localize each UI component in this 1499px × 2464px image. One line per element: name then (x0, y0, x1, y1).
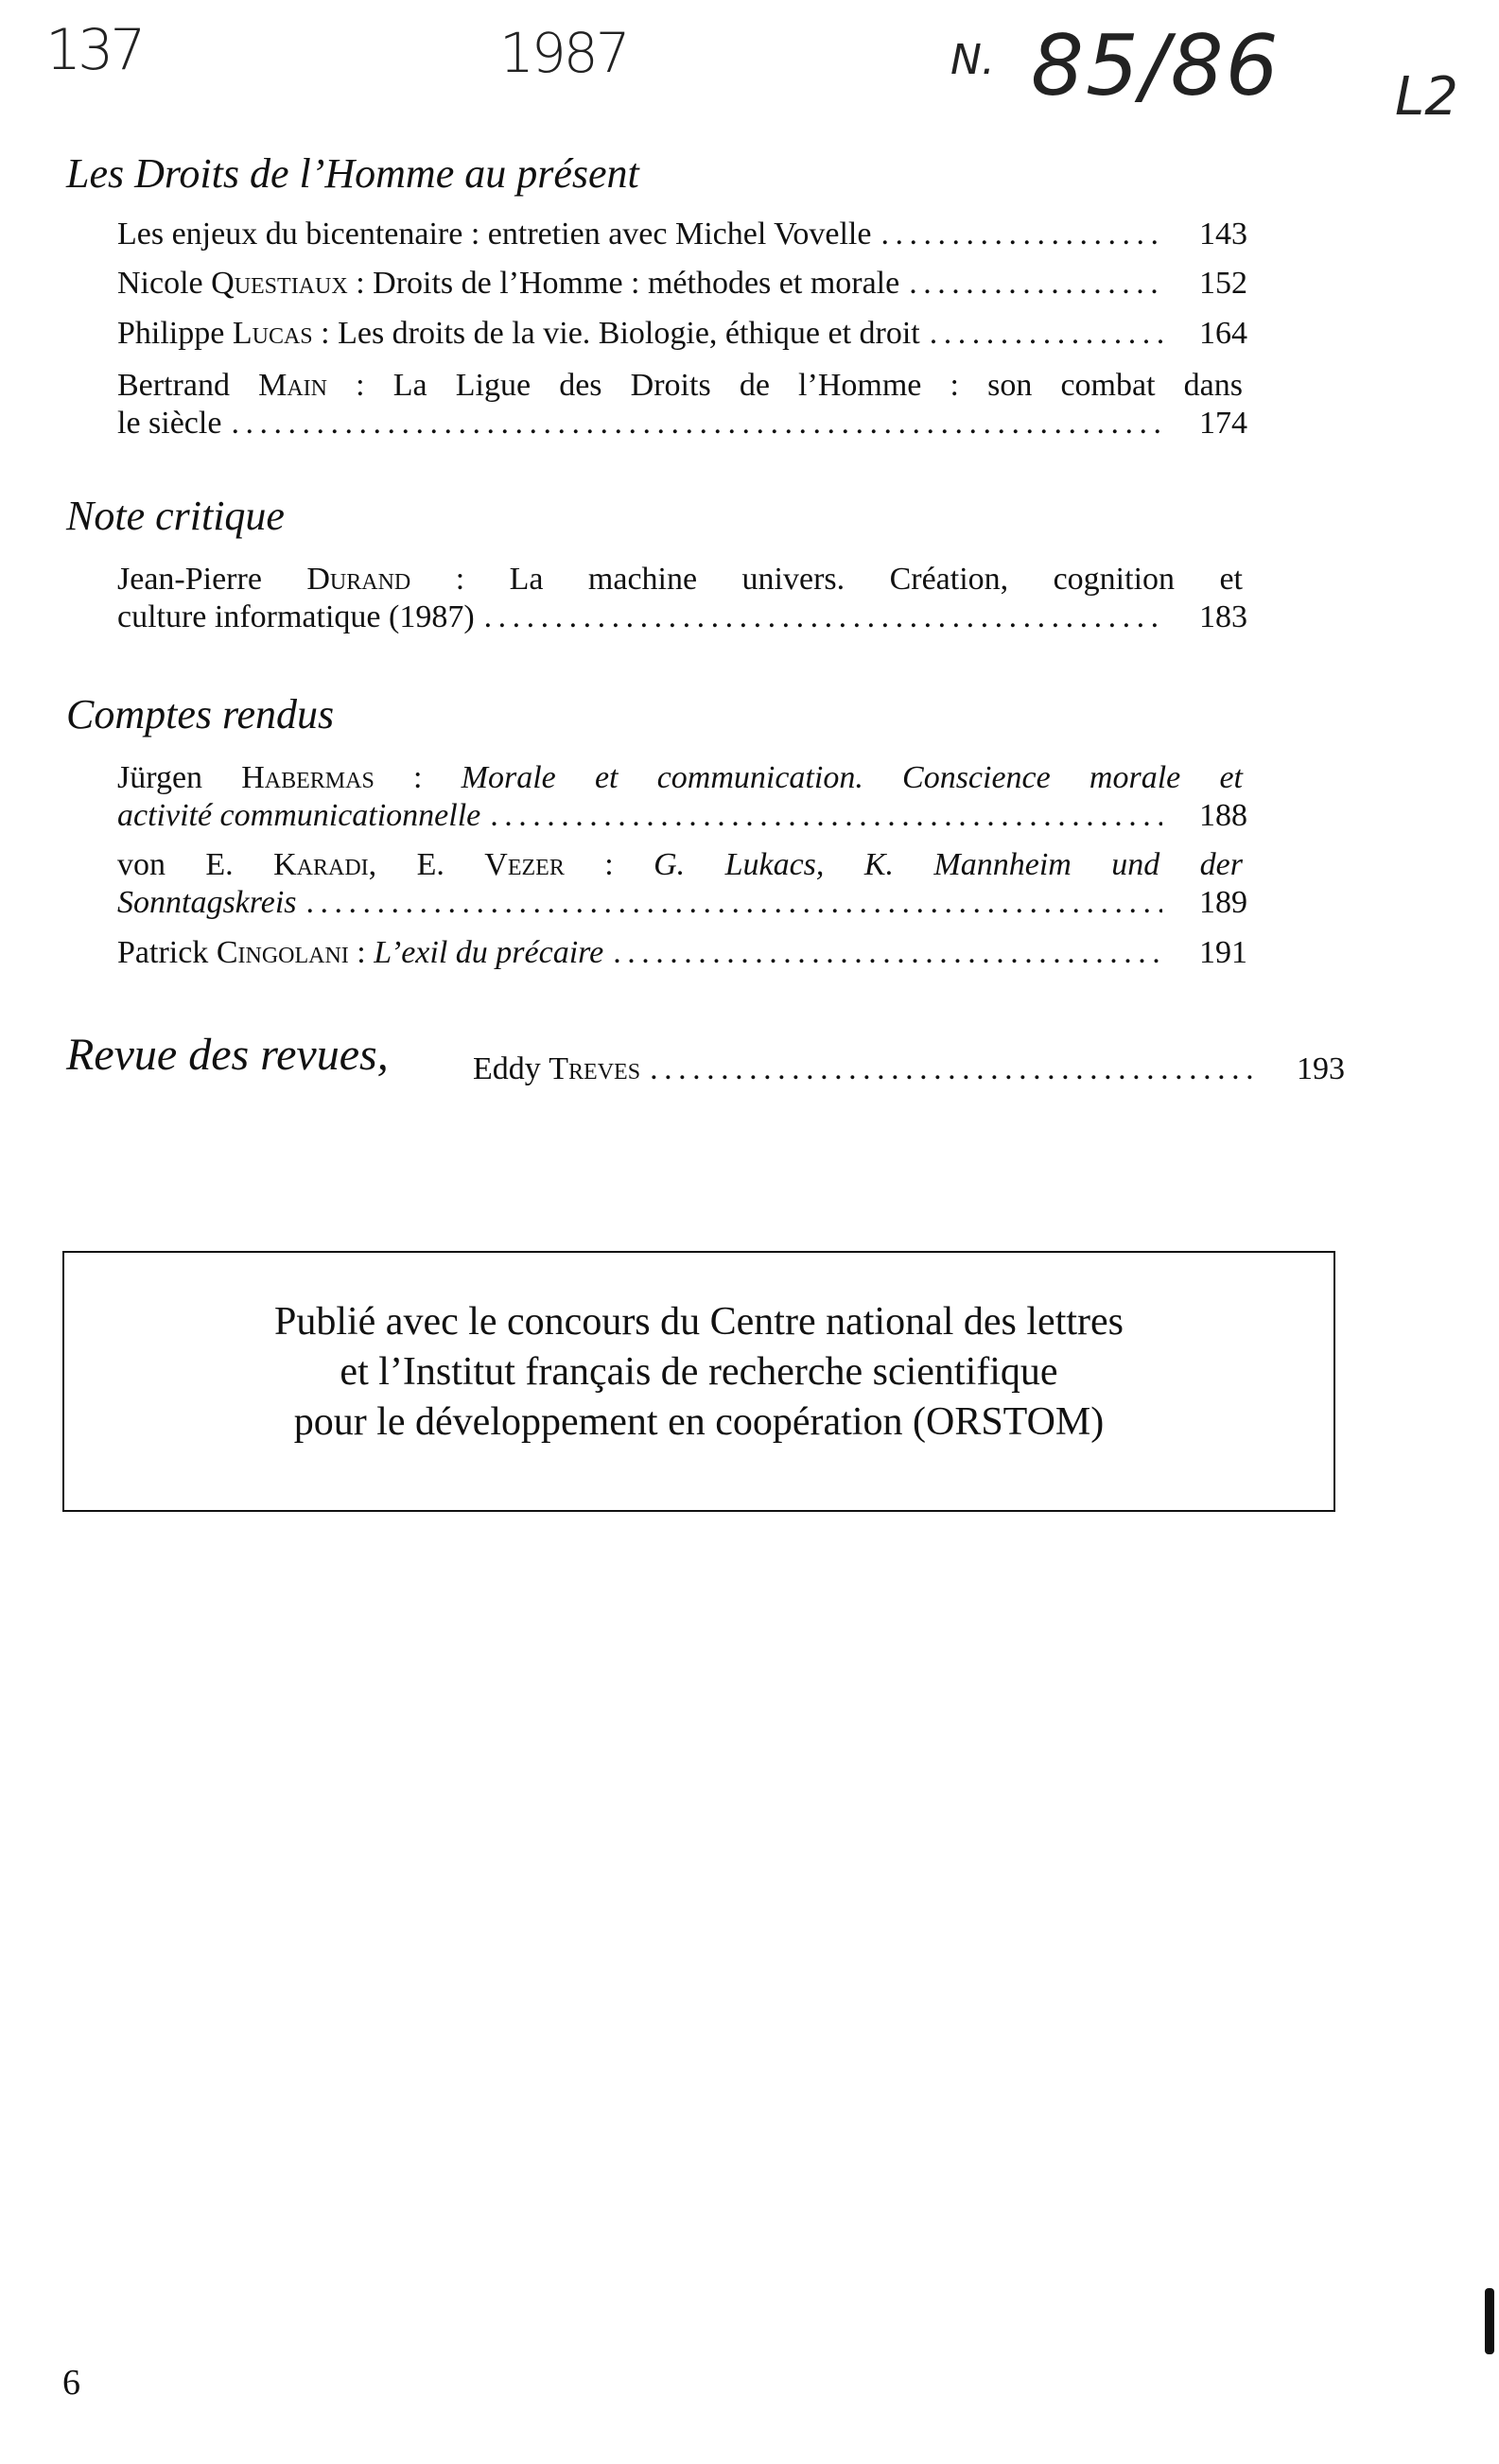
dot-leader (650, 1051, 1260, 1087)
entry-title: Les enjeux du bicentenaire : entretien avec Michel Vovelle (117, 217, 872, 252)
scan-edge-mark (1485, 2288, 1494, 2354)
author-first: Philippe (117, 316, 225, 351)
page-number: 164 (1199, 316, 1247, 351)
dot-leader (306, 886, 1162, 920)
entry-title-line1: G. Lukacs, K. Mannheim und der (654, 847, 1243, 882)
author-last: Main (258, 368, 327, 403)
separator: : (327, 368, 393, 403)
toc-entry[interactable] (117, 761, 1247, 833)
separator: : (348, 935, 375, 970)
author-last: Durand (306, 562, 411, 597)
dot-leader (930, 317, 1162, 351)
handwritten-issue-number: 85/86 (1031, 17, 1281, 114)
entry-title-line2: le siècle (117, 406, 222, 441)
author-first: Nicole (117, 266, 203, 301)
author-join: , E. (368, 847, 485, 882)
author-last: Treves (549, 1051, 641, 1086)
section-title-droits-homme: Les Droits de l’Homme au présent (66, 150, 639, 197)
page-number: 174 (1199, 406, 1247, 441)
note-line: Publié avec le concours du Centre national des lettres (273, 1299, 1124, 1344)
toc-entry[interactable] (117, 369, 1247, 441)
page-number: 152 (1199, 266, 1247, 301)
author2-last: Vezer (484, 847, 565, 882)
author-last: Karadi (273, 847, 369, 882)
entry-title-line1: Morale et communication. Conscience morale et (461, 760, 1243, 795)
entry-title-line1: La machine univers. Création, cognition et (509, 562, 1244, 597)
entry-title-line2: activité communicationnelle (117, 798, 481, 833)
section-title-note-critique: Note critique (66, 493, 285, 539)
toc-entry[interactable] (117, 267, 1247, 301)
toc-entry[interactable] (117, 317, 1247, 351)
dot-leader (909, 267, 1162, 301)
toc-entry[interactable] (117, 936, 1247, 970)
dot-leader (613, 936, 1162, 970)
entry-title-line2: culture informatique (1987) (117, 599, 475, 634)
author-first: von E. (117, 847, 234, 882)
author-first: Jean-Pierre (117, 562, 262, 597)
dot-leader (490, 799, 1162, 833)
author-first: Patrick (117, 935, 209, 970)
author-last: Lucas (232, 316, 313, 351)
toc-entry[interactable] (117, 848, 1247, 920)
page-number-footer: 6 (62, 2363, 80, 2403)
dot-leader (484, 600, 1162, 634)
toc-entry[interactable] (117, 217, 1247, 252)
page-number: 191 (1199, 935, 1247, 970)
handwritten-number: 137 (45, 17, 143, 83)
author-last: Cingolani (216, 935, 349, 970)
entry-title: Droits de l’Homme : méthodes et morale (373, 266, 900, 301)
page-number: 183 (1199, 599, 1247, 634)
separator: : (374, 760, 462, 795)
entry-title-line2: Sonntagskreis (117, 885, 297, 920)
author-first: Jürgen (117, 760, 203, 795)
author-first: Eddy (473, 1051, 541, 1086)
handwritten-year: 1987 (499, 21, 628, 85)
handwritten-corner-mark: L2 (1395, 66, 1458, 128)
entry-title-line1: La Ligue des Droits de l’Homme : son combat dans (392, 368, 1244, 403)
author-last: Habermas (241, 760, 375, 795)
handwritten-issue-prefix: N. (950, 36, 995, 84)
author-last: Questiaux (211, 266, 348, 301)
page-number: 193 (1297, 1051, 1345, 1086)
entry-title: Les droits de la vie. Biologie, éthique et droit (338, 316, 920, 351)
separator: : (347, 266, 374, 301)
dot-leader (880, 217, 1162, 252)
note-line: pour le développement en coopération (ORSTOM) (293, 1399, 1105, 1444)
section-title-comptes-rendus: Comptes rendus (66, 691, 335, 737)
separator: : (312, 316, 339, 351)
section-title-revue-des-revues: Revue des revues, (66, 1030, 389, 1080)
toc-entry[interactable] (473, 1051, 1345, 1087)
note-line: et l’Institut français de recherche scientifique (340, 1349, 1058, 1394)
author-first: Bertrand (117, 368, 230, 403)
dot-leader (231, 407, 1162, 441)
page-number: 143 (1199, 217, 1247, 252)
page-number: 189 (1199, 885, 1247, 920)
separator: : (564, 847, 654, 882)
publication-note-box (62, 1251, 1335, 1512)
page-number: 188 (1199, 798, 1247, 833)
separator: : (410, 562, 510, 597)
entry-title: L’exil du précaire (374, 935, 604, 970)
toc-entry[interactable] (117, 563, 1247, 634)
